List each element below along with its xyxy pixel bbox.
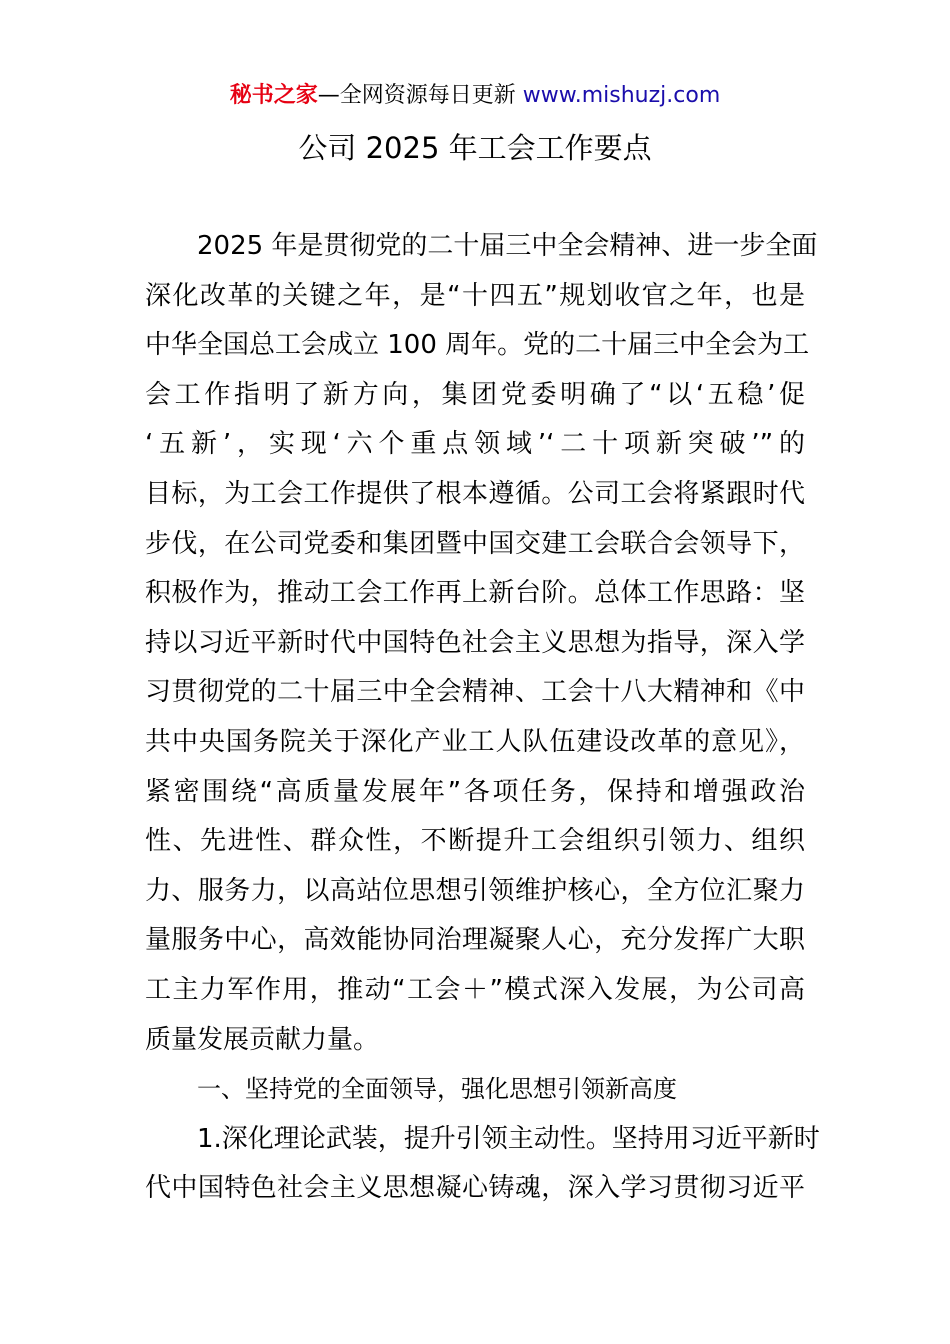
- paragraph-line: 积极作为，推动工会工作再上新台阶。总体工作思路：坚: [145, 578, 805, 609]
- paragraph-line: 1.深化理论武装，提升引领主动性。坚持用习近平新时: [197, 1123, 820, 1154]
- paragraph-line: 2025 年是贯彻党的二十届三中全会精神、进一步全面: [197, 231, 818, 261]
- paragraph-line: 会工作指明了新方向，集团党委明确了“以‘五稳’促: [145, 379, 805, 410]
- paragraph-line: 目标，为工会工作提供了根本遵循。公司工会将紧跟时代: [145, 478, 805, 509]
- paragraph-line: 性、先进性、群众性，不断提升工会组织引领力、组织: [145, 826, 805, 857]
- paragraph-line: 代中国特色社会主义思想凝心铸魂，深入学习贯彻习近平: [145, 1173, 805, 1204]
- document-title: 公司 2025 年工会工作要点: [298, 131, 652, 165]
- paragraph-line: 习贯彻党的二十届三中全会精神、工会十八大精神和《中: [145, 677, 805, 708]
- paragraph-line: ‘五新’，实现‘六个重点领域’‘二十项新突破’”的: [145, 429, 805, 460]
- paragraph-line: 中华全国总工会成立 100 周年。党的二十届三中全会为工: [145, 330, 810, 361]
- paragraph-line: 工主力军作用，推动“工会＋”模式深入发展，为公司高: [145, 974, 805, 1005]
- site-brand: 秘书之家: [229, 83, 318, 108]
- paragraph-line: 紧密围绕“高质量发展年”各项任务，保持和增强政治: [145, 776, 805, 807]
- section-heading: 一、坚持党的全面领导，强化思想引领新高度: [197, 1075, 677, 1104]
- paragraph-line: 量服务中心，高效能协同治理凝聚人心，充分发挥广大职: [145, 925, 805, 956]
- document-body: [145, 222, 820, 1214]
- paragraph-line: 力、服务力，以高站位思想引领维护核心，全方位汇聚力: [145, 875, 805, 906]
- site-tagline: —全网资源每日更新: [317, 83, 523, 108]
- paragraph-line: 步伐，在公司党委和集团暨中国交建工会联合会领导下，: [145, 528, 805, 559]
- site-url-link[interactable]: www.mishuzj.com: [522, 83, 721, 108]
- paragraph-line: 共中央国务院关于深化产业工人队伍建设改革的意见》，: [145, 726, 805, 757]
- site-header: [0, 80, 950, 112]
- paragraph-line: 深化改革的关键之年，是“十四五”规划收官之年，也是: [145, 280, 805, 311]
- paragraph-line: 持以习近平新时代中国特色社会主义思想为指导，深入学: [145, 627, 805, 658]
- paragraph-line: 质量发展贡献力量。: [145, 1024, 380, 1055]
